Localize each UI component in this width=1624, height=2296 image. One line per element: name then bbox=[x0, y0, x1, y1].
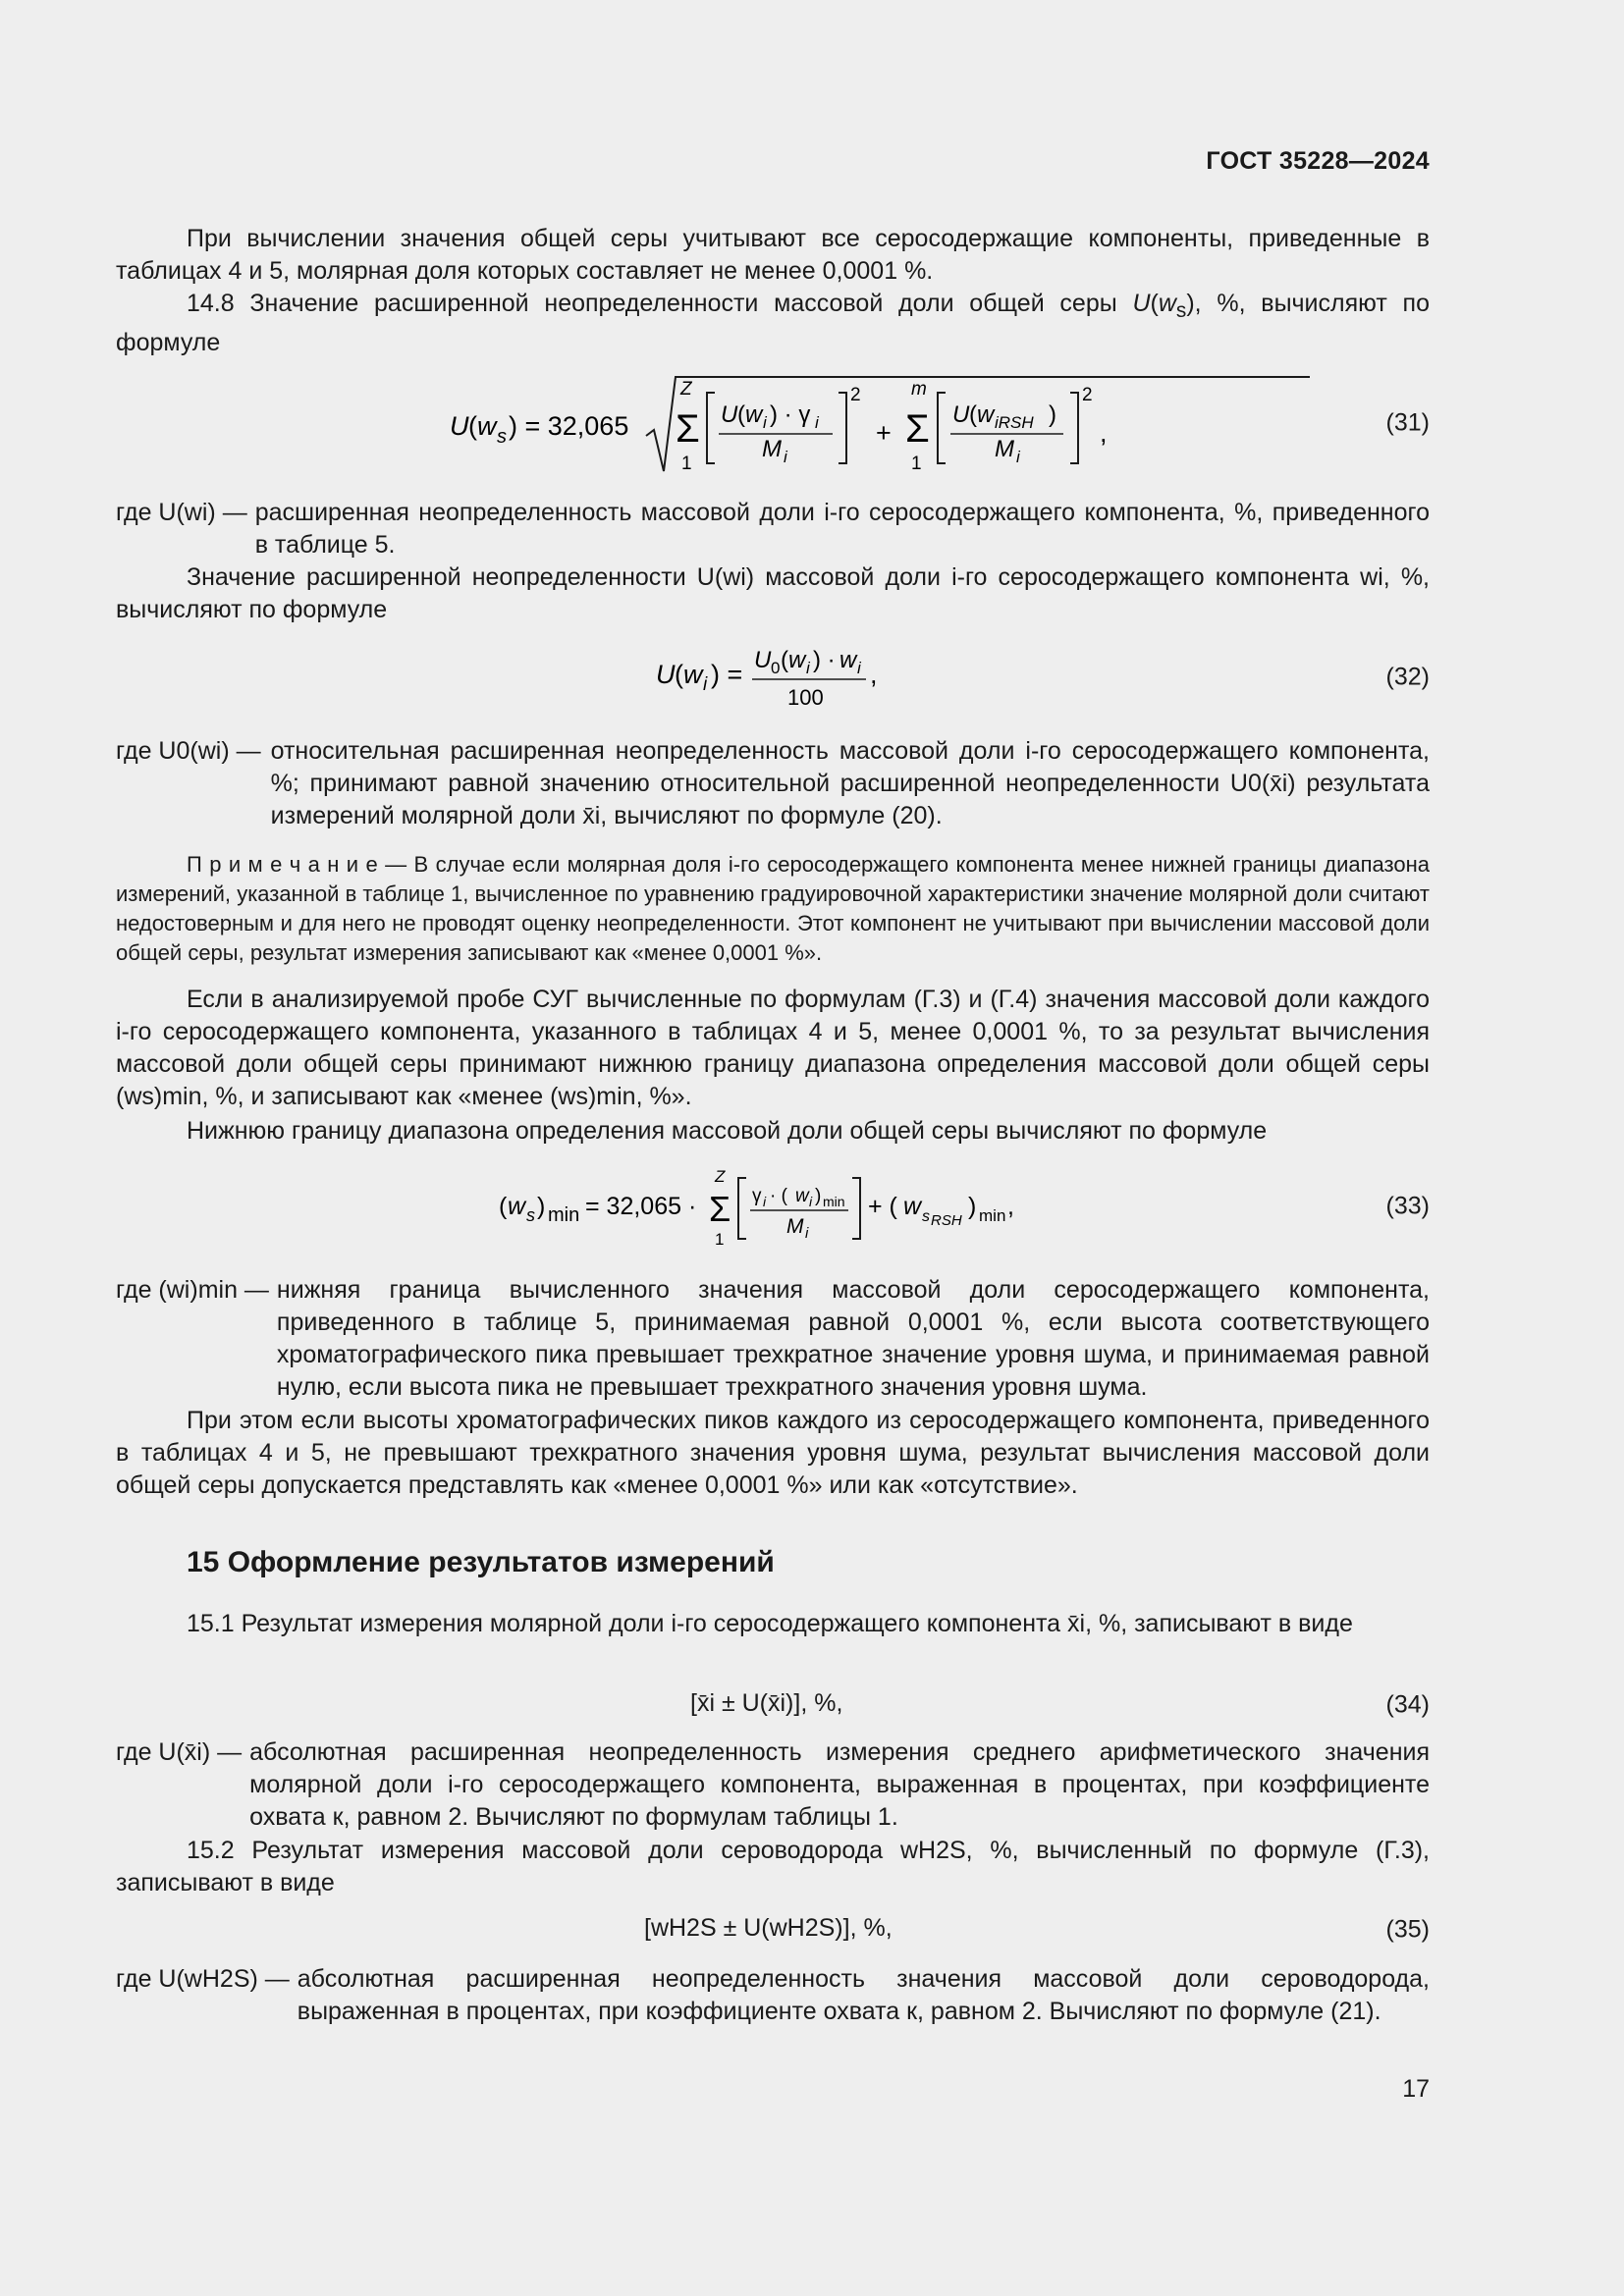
svg-text:) · γ: ) · γ bbox=[770, 401, 811, 428]
svg-text:RSH: RSH bbox=[931, 1212, 962, 1229]
svg-text:U: U bbox=[721, 401, 738, 428]
svg-text:U: U bbox=[450, 411, 469, 441]
svg-text:2: 2 bbox=[1082, 385, 1093, 405]
svg-text:min: min bbox=[823, 1194, 845, 1209]
svg-text:w: w bbox=[477, 411, 497, 441]
svg-text:w: w bbox=[795, 1186, 809, 1206]
peak-heights-paragraph bbox=[116, 1405, 1430, 1502]
svg-text:w: w bbox=[903, 1193, 922, 1220]
page-number: 17 bbox=[1402, 2075, 1430, 2103]
svg-text:1: 1 bbox=[911, 454, 922, 474]
svg-text:) = 32,065: ) = 32,065 bbox=[509, 411, 629, 441]
svg-text:min: min bbox=[548, 1204, 580, 1226]
svg-text:(: ( bbox=[468, 411, 477, 441]
lower-bound-paragraph bbox=[116, 1115, 1430, 1148]
equation-35-expr: [wH2S ± U(wH2S)], %, bbox=[644, 1914, 893, 1942]
svg-text:Z: Z bbox=[715, 1167, 726, 1186]
where-35 bbox=[116, 1963, 1430, 2028]
svg-text:Σ: Σ bbox=[905, 407, 930, 451]
svg-text:+ (: + ( bbox=[868, 1193, 897, 1220]
svg-text:i: i bbox=[805, 1225, 809, 1242]
svg-text:+: + bbox=[876, 418, 892, 448]
svg-text:100: 100 bbox=[787, 685, 824, 710]
lower-bound-condition bbox=[116, 984, 1430, 1113]
svg-text:): ) bbox=[968, 1193, 977, 1220]
where-31-text: расширенная неопределенность массовой доли i-го серосодержащего компонента, %, приведенного в таблице 5. bbox=[254, 499, 1430, 559]
equation-34-number: (34) bbox=[1385, 1690, 1430, 1719]
clause-15-2 bbox=[116, 1835, 1430, 1899]
svg-text:i: i bbox=[809, 1194, 813, 1209]
svg-text:= 32,065 ·: = 32,065 · bbox=[585, 1193, 697, 1220]
svg-text:Σ: Σ bbox=[709, 1189, 731, 1229]
equation-32 bbox=[116, 638, 1430, 717]
note-label: П р и м е ч а н и е — bbox=[187, 852, 414, 877]
svg-text:w: w bbox=[683, 660, 703, 689]
where-33-text: нижняя граница вычисленного значения массовой доли серосодержащего компонента, приведенного в таблице 5, принимаемая равной 0,0001 %, если высота соответствующего хроматографического пика превышает трехкратное значение уровня шума, и принимаемая равной нулю, если высота пика не превышает трехкратного значения уровня шума. bbox=[276, 1276, 1430, 1401]
svg-text:,: , bbox=[1100, 418, 1108, 448]
where-33-label: где (wi)min — bbox=[116, 1276, 269, 1304]
intro-paragraph bbox=[116, 223, 1430, 288]
svg-text:) =: ) = bbox=[711, 660, 743, 689]
lower-bound-text: Нижнюю границу диапазона определения массовой доли общей серы вычисляют по формуле bbox=[187, 1117, 1268, 1145]
svg-text:0: 0 bbox=[771, 659, 781, 677]
svg-text:U: U bbox=[754, 647, 772, 673]
note-text: В случае если молярная доля i-го серосодержащего компонента менее нижней границы диапазона измерений, указанной в таблице 1, вычисленное по уравнению градуировочной характеристики значение молярной доли считают недостоверным и для него не проводят оценку неопределенности. Этот компонент не учитывают при вычислении массовой доли общей серы, результат измерения записывают как «менее 0,0001 %». bbox=[116, 852, 1430, 965]
svg-text:i: i bbox=[763, 1194, 767, 1209]
svg-text:(: ( bbox=[781, 647, 788, 673]
where-35-label: где U(wH2S) — bbox=[116, 1965, 290, 1993]
where-32-text: относительная расширенная неопределенность массовой доли i-го серосодержащего компонента, %; принимают равной значению относительной расширенной неопределенности U0(x̄i) результата измерений молярной доли x̄i, вычисляют по формуле (20). bbox=[270, 737, 1430, 829]
svg-text:): ) bbox=[1049, 401, 1056, 428]
where-34 bbox=[116, 1736, 1430, 1834]
svg-text:w: w bbox=[839, 647, 857, 673]
svg-text:w: w bbox=[508, 1193, 526, 1220]
svg-text:U: U bbox=[952, 401, 970, 428]
svg-text:i: i bbox=[703, 674, 708, 695]
svg-text:m: m bbox=[911, 379, 927, 400]
clause-14-8 bbox=[116, 288, 1430, 359]
section-15-heading bbox=[187, 1546, 1500, 1580]
svg-text:M: M bbox=[786, 1215, 804, 1238]
equation-33 bbox=[116, 1164, 1430, 1249]
svg-text:U: U bbox=[656, 660, 676, 689]
formula-32 bbox=[656, 638, 970, 717]
svg-text:1: 1 bbox=[681, 454, 692, 474]
clause-14-8-lead: 14.8 Значение расширенной неопределенности массовой доли общей серы bbox=[187, 290, 1133, 317]
formula-33 bbox=[499, 1164, 1088, 1249]
where-34-label: где U(x̄i) — bbox=[116, 1738, 243, 1766]
svg-text:,: , bbox=[870, 660, 878, 689]
svg-text:i: i bbox=[784, 448, 787, 466]
svg-text:i: i bbox=[857, 659, 861, 677]
svg-text:(: ( bbox=[737, 401, 745, 428]
svg-text:i: i bbox=[763, 413, 767, 432]
svg-text:(: ( bbox=[675, 660, 683, 689]
note bbox=[116, 850, 1430, 968]
svg-text:γ: γ bbox=[752, 1186, 762, 1206]
equation-34-expr: [x̄i ± U(x̄i)], %, bbox=[690, 1689, 843, 1717]
svg-text:min: min bbox=[979, 1206, 1006, 1225]
where-32 bbox=[116, 735, 1430, 832]
clause-15-1-text: 15.1 Результат измерения молярной доли i-го серосодержащего компонента x̄i, %, записывают в виде bbox=[187, 1610, 1353, 1637]
svg-text:1: 1 bbox=[715, 1230, 725, 1249]
intro-text: При вычислении значения общей серы учитывают все серосодержащие компоненты, приведенные в таблицах 4 и 5, молярная доля которых составляет не менее 0,0001 %. bbox=[116, 225, 1430, 285]
equation-31-number: (31) bbox=[1385, 408, 1430, 437]
equation-33-number: (33) bbox=[1385, 1192, 1430, 1220]
equation-35 bbox=[116, 1912, 1430, 1948]
svg-text:): ) bbox=[537, 1193, 546, 1220]
svg-text:iRSH: iRSH bbox=[995, 413, 1034, 432]
uwi-paragraph bbox=[116, 561, 1430, 626]
equation-31 bbox=[116, 365, 1430, 481]
clause-15-2-text: 15.2 Результат измерения массовой доли сероводорода wH2S, %, вычисленный по формуле (Г.3), записывают в виде bbox=[116, 1837, 1430, 1896]
document-header: ГОСТ 35228—2024 bbox=[1206, 147, 1430, 175]
clause-14-8-tail: , %, вычисляют по формуле bbox=[116, 290, 1430, 356]
clause-14-8-text: 14.8 Значение расширенной неопределенности массовой доли общей серы $U(w_s)$, %, вычисляют по формуле bbox=[116, 290, 1430, 356]
clause-15-1 bbox=[116, 1608, 1430, 1640]
svg-text:) ·: ) · bbox=[813, 647, 836, 673]
svg-text:): ) bbox=[815, 1186, 822, 1206]
svg-text:i: i bbox=[1016, 448, 1020, 466]
where-35-text: абсолютная расширенная неопределенность значения массовой доли сероводорода, выраженная в процентах, при коэффициенте охвата к, равном 2. Вычисляют по формуле (21). bbox=[297, 1965, 1430, 2025]
svg-text:i: i bbox=[806, 659, 810, 677]
where-33 bbox=[116, 1274, 1430, 1404]
svg-text:· (: · ( bbox=[770, 1186, 787, 1206]
svg-text:M: M bbox=[762, 436, 782, 462]
svg-text:,: , bbox=[1007, 1193, 1014, 1220]
svg-text:w: w bbox=[977, 401, 995, 428]
svg-text:s: s bbox=[526, 1205, 535, 1225]
equation-32-number: (32) bbox=[1385, 663, 1430, 691]
svg-text:i: i bbox=[815, 413, 819, 432]
svg-text:w: w bbox=[788, 647, 806, 673]
equation-35-number: (35) bbox=[1385, 1915, 1430, 1944]
svg-text:2: 2 bbox=[850, 385, 861, 405]
section-15-title: 15 Оформление результатов измерений bbox=[187, 1546, 775, 1578]
where-34-text: абсолютная расширенная неопределенность измерения среднего арифметического значения молярной доли i-го серосодержащего компонента, выраженная в процентах, при коэффициенте охвата к, равном 2. Вычисляют по формулам таблицы 1. bbox=[249, 1738, 1430, 1831]
svg-text:(: ( bbox=[969, 401, 977, 428]
where-31-label: где U(wi) — bbox=[116, 499, 247, 526]
lower-bound-condition-text: Если в анализируемой пробе СУГ вычисленные по формулам (Г.3) и (Г.4) значения массовой доли каждого i-го серосодержащего компонента, указанного в таблицах 4 и 5, менее 0,0001 %, то за результат вычисления массовой доли общей серы принимают нижнюю границу диапазона определения массовой доли общей серы (ws)min, %, и записывают как «менее (ws)min, %». bbox=[116, 986, 1430, 1110]
svg-text:Σ: Σ bbox=[676, 407, 700, 451]
svg-text:s: s bbox=[922, 1208, 930, 1225]
peak-heights-text: При этом если высоты хроматографических пиков каждого из серосодержащего компонента, приведенного в таблицах 4 и 5, не превышают трехкратного значения уровня шума, результат вычисления массовой доли общей серы допускается представлять как «менее 0,0001 %» или как «отсутствие». bbox=[116, 1407, 1430, 1499]
uwi-text: Значение расширенной неопределенности U(wi) массовой доли i-го серосодержащего компонента wi, %, вычисляют по формуле bbox=[116, 563, 1430, 623]
svg-text:Z: Z bbox=[680, 379, 692, 400]
svg-text:M: M bbox=[995, 436, 1014, 462]
where-32-label: где U0(wi) — bbox=[116, 737, 261, 765]
svg-text:s: s bbox=[497, 426, 507, 448]
formula-31 bbox=[450, 365, 1333, 481]
where-31 bbox=[116, 497, 1430, 561]
svg-text:w: w bbox=[745, 401, 763, 428]
equation-34 bbox=[116, 1687, 1430, 1723]
svg-text:(: ( bbox=[499, 1193, 508, 1220]
